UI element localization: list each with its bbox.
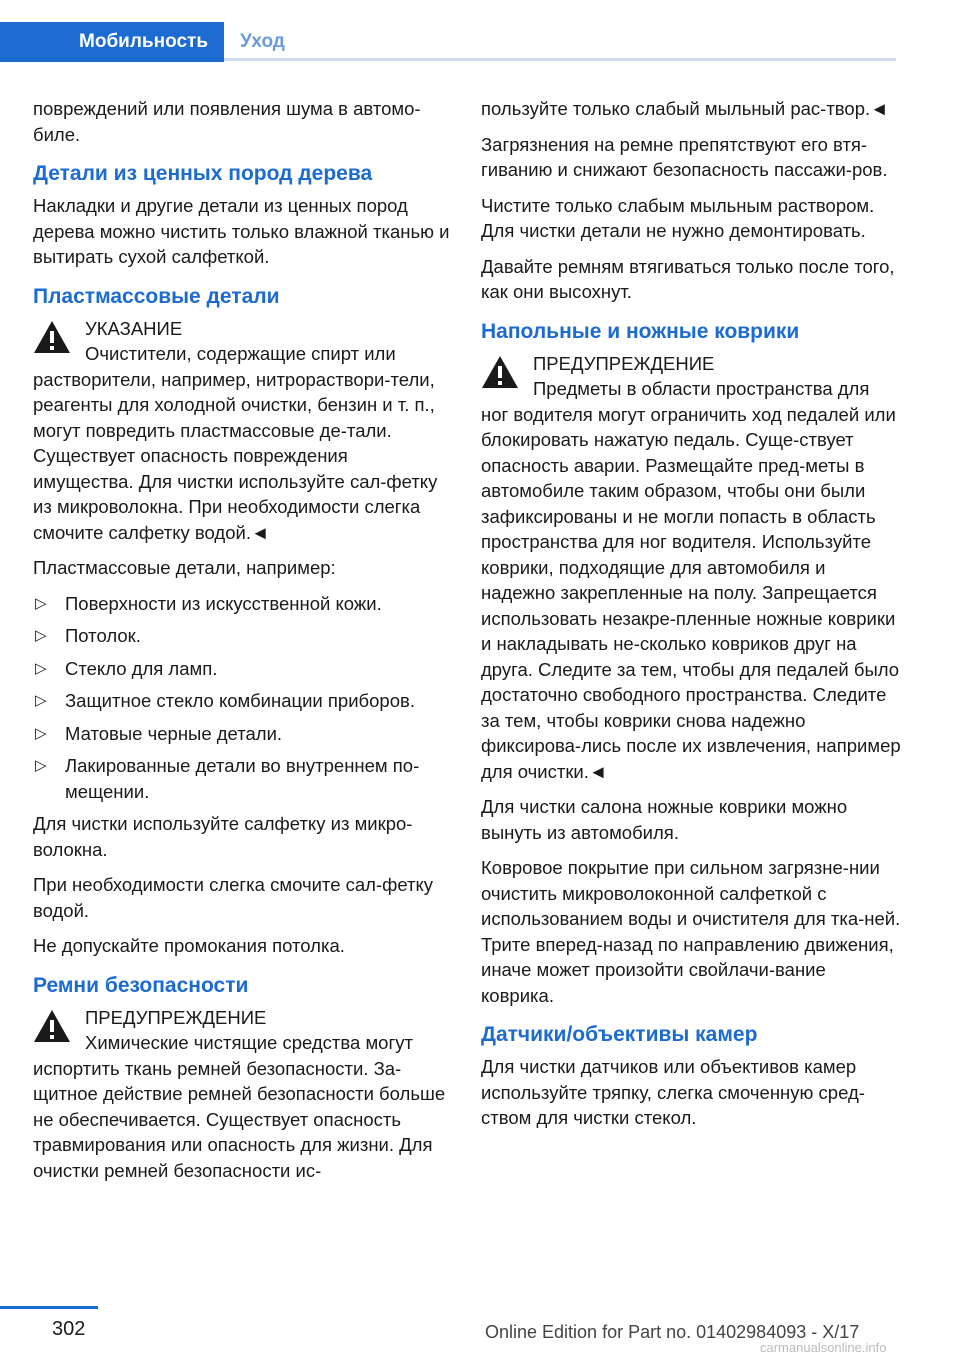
warning-triangle-icon: [33, 1009, 71, 1043]
header-bar: [0, 0, 960, 62]
plastic-list-intro: Пластмассовые детали, например:: [33, 557, 336, 578]
tab-care[interactable]: Уход: [240, 31, 285, 52]
footer-accent-line: [0, 1306, 98, 1309]
belts-heading: Ремни безопасности: [33, 973, 249, 997]
warning-triangle-icon: [481, 355, 519, 389]
warning-triangle-icon: [33, 320, 71, 354]
belts-warning-title: ПРЕДУПРЕЖДЕНИЕ: [85, 1006, 267, 1028]
triangle-bullet-icon: ▷: [35, 627, 47, 644]
wood-text: Накладки и другие детали из ценных пород дерева можно чистить только влажной тканью и вытирать сухой салфеткой.: [33, 195, 450, 267]
belts-warning: [33, 1005, 453, 1184]
belts-warning-text: Химические чистящие средства могут испортить ткань ремней безопасности. За-щитное действие ремней безопасности больше не обеспечивается. Существует опасность травмирования или опасность для жизни. Для очистки ремней безопасности ис-: [33, 1032, 446, 1181]
plastic-paragraph-3: Не допускайте промокания потолка.: [33, 935, 345, 956]
triangle-bullet-icon: ▷: [35, 757, 47, 774]
triangle-bullet-icon: ▷: [35, 692, 47, 709]
list-item: ▷ Защитное стекло комбинации приборов.: [33, 688, 453, 714]
watermark: carmanualsonline.info: [760, 1340, 887, 1355]
plastic-warning: [33, 316, 453, 546]
mats-warning-title: ПРЕДУПРЕЖДЕНИЕ: [533, 352, 715, 374]
belts-paragraph-1: Загрязнения на ремне препятствуют его втя-гиванию и снижают безопасность пассажи-ров.: [481, 133, 888, 180]
plastic-heading: Пластмассовые детали: [33, 284, 280, 308]
plastic-warning-title: УКАЗАНИЕ: [85, 317, 183, 339]
mats-paragraph-1: Для чистки салона ножные коврики можно вынуть из автомобиля.: [481, 796, 848, 843]
page-number: 302: [52, 1318, 86, 1340]
triangle-bullet-icon: ▷: [35, 659, 47, 677]
left-column: [33, 96, 453, 1193]
right-column: [481, 96, 901, 1141]
intro-text: повреждений или появления шума в автомо-биле.: [33, 98, 421, 145]
plastic-warning-text: Очистители, содержащие спирт или растворители, например, нитрораствори-тели, реагенты для холодной очистки, бензин и т. п., могут повредить пластмассовые де-тали. Существует опасность повреждения имущества. Для чистки используйте сал-фетку из микроволокна. При необходимости слегка смочите салфетку водой.◄: [33, 343, 438, 543]
list-item: ▷ Лакированные детали во внутреннем по-мещении.: [35, 755, 420, 802]
belts-continuation: пользуйте только слабый мыльный рас-твор.◄: [481, 98, 889, 119]
sensors-heading: Датчики/объективы камер: [481, 1023, 758, 1046]
triangle-bullet-icon: ▷: [35, 724, 47, 742]
triangle-bullet-icon: ▷: [35, 594, 47, 612]
edition-text: Online Edition for Part no. 01402984093 - X/17: [485, 1322, 860, 1342]
header-divider: [224, 58, 896, 61]
belts-paragraph-2: Чистите только слабым мыльным раствором. Для чистки детали не нужно демонтировать.: [481, 194, 875, 241]
mats-warning-text: Предметы в области пространства для ног водителя могут ограничить ход педалей или блокировать нажатую педаль. Суще-ствует опасность аварии. Размещайте пред-меты в автомобиле таким образом, чтобы они были зафиксированы и не могли попасть в область пространства для ног водителя. Используйте коврики, подходящие для автомобиля и надежно закрепленные на полу. Запрещается использовать незакре-пленные ножные коврики и накладывать не-сколько ковриков друг на друга. Следите за тем, чтобы для педалей было достаточно свободного пространства. Следите за тем, чтобы коврики снова надежно фиксирова-лись после их извлечения, например для очистки.◄: [481, 378, 901, 782]
list-item: ▷ Потолок.: [33, 623, 453, 649]
list-item: ▷ Стекло для ламп.: [33, 656, 453, 682]
wood-heading: Детали из ценных пород дерева: [33, 162, 373, 185]
list-item: ▷ Поверхности из искусственной кожи.: [33, 591, 453, 617]
mats-paragraph-2: Ковровое покрытие при сильном загрязне-нии очистить микроволоконной салфеткой с использованием воды и очистителя для тка-ней. Трите вперед-назад по направлению движения, иначе может произойти свойлачи-вание коврика.: [481, 857, 901, 1006]
tab-mobility[interactable]: Мобильность: [0, 22, 224, 62]
sensors-text: Для чистки датчиков или объективов камер используйте тряпку, слегка смоченную сред-ством для чистки стекол.: [481, 1056, 865, 1128]
plastic-paragraph-2: При необходимости слегка смочите сал-фетку водой.: [33, 874, 434, 921]
mats-heading: Напольные и ножные коврики: [481, 319, 800, 343]
belts-paragraph-3: Давайте ремням втягиваться только после того, как они высохнут.: [481, 255, 895, 302]
list-item: ▷ Матовые черные детали.: [33, 721, 453, 747]
plastic-paragraph-1: Для чистки используйте салфетку из микро-волокна.: [33, 813, 413, 860]
plastic-list: [33, 591, 453, 805]
mats-warning: [481, 351, 901, 785]
